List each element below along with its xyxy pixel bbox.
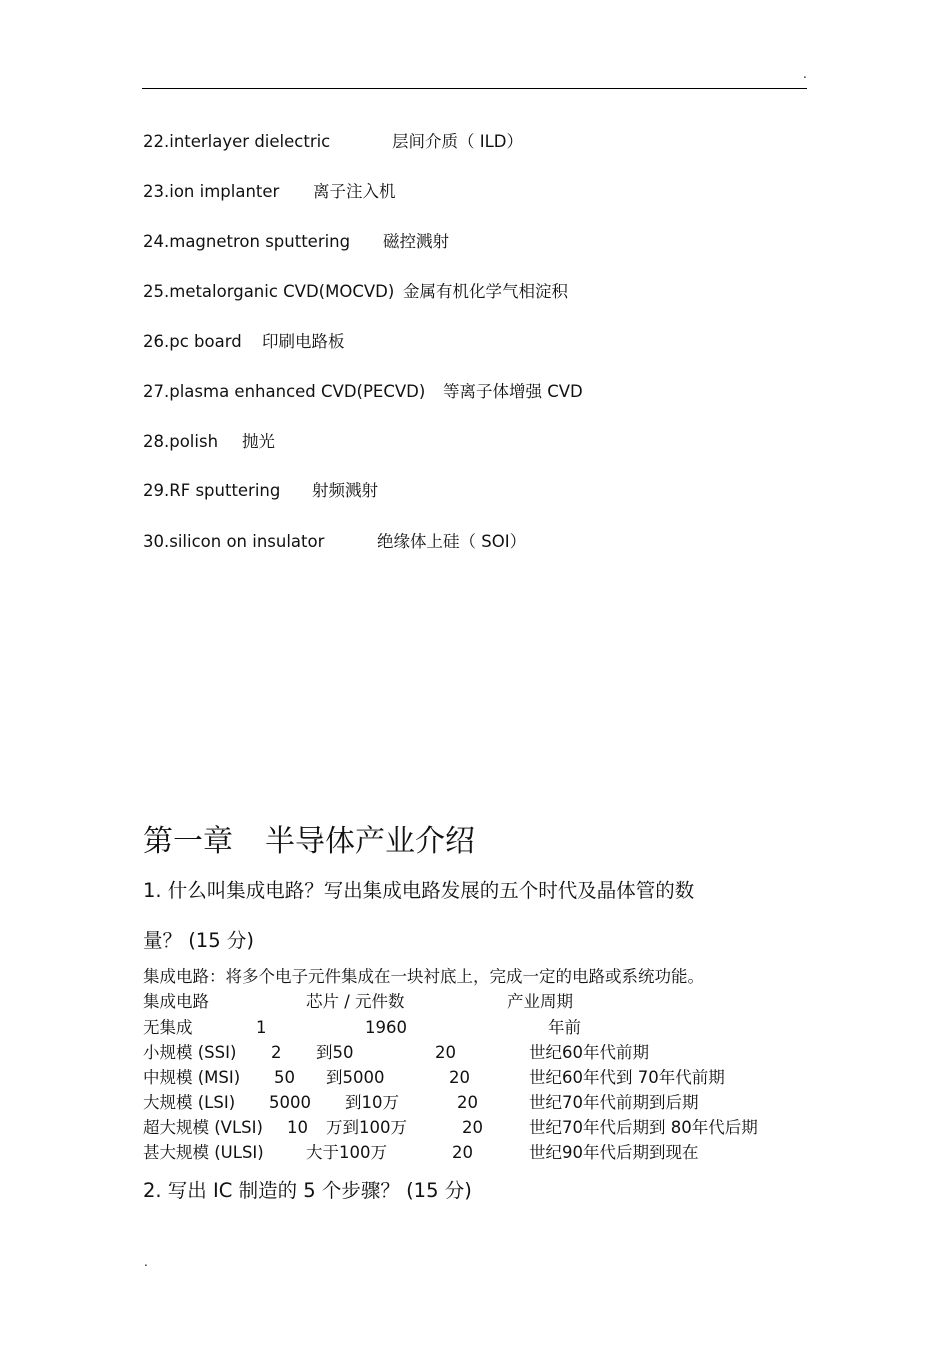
table-row-count-range: 到50 [316, 1043, 354, 1062]
table-row-period: 世纪70年代后期到 80年代后期 [529, 1118, 758, 1137]
answer-intro: 集成电路：将多个电子元件集成在一块衬底上，完成一定的电路或系统功能。 [143, 967, 704, 986]
glossary-item-26 [143, 331, 743, 353]
glossary-item-25 [143, 281, 743, 303]
question-1-line-1: 1. 什么叫集成电路？写出集成电路发展的五个时代及晶体管的数 [143, 879, 695, 902]
table-row-count: 1 [256, 1018, 267, 1037]
table-row-name: 甚大规模 (ULSI) [143, 1143, 264, 1162]
table-header-period: 产业周期 [507, 992, 573, 1011]
glossary-term: 23.ion implanter [143, 182, 280, 201]
table-row-name: 无集成 [143, 1018, 193, 1037]
chapter-title [143, 823, 475, 861]
glossary-item-30 [143, 531, 743, 553]
glossary-term: 24.magnetron sputtering [143, 232, 351, 251]
table-row-name: 超大规模 (VLSI) [143, 1118, 263, 1137]
glossary-term: 30.silicon on insulator [143, 532, 325, 551]
table-row-year: 20 [449, 1068, 470, 1087]
table-row-count: 5000 [269, 1093, 311, 1112]
table-row-period: 世纪60年代前期 [529, 1043, 649, 1062]
glossary-translation: 层间介质（ ILD） [392, 132, 524, 151]
table-row-count: 大于100万 [306, 1143, 387, 1162]
header-rule [142, 88, 807, 89]
glossary-translation: 绝缘体上硅（ SOI） [377, 532, 527, 551]
question-1-line-2: 量？ (15 分) [143, 929, 254, 952]
table-row-year: 20 [435, 1043, 456, 1062]
glossary-item-22 [143, 131, 743, 153]
glossary-term: 25.metalorganic CVD(MOCVD) [143, 282, 395, 301]
table-row-period: 世纪90年代后期到现在 [529, 1143, 699, 1162]
header-dot: . [803, 67, 807, 81]
table-row-year: 20 [457, 1093, 478, 1112]
glossary-item-23 [143, 181, 743, 203]
table-row-name: 中规模 (MSI) [143, 1068, 241, 1087]
table-row-count-range: 到10万 [345, 1093, 399, 1112]
glossary-translation: 抛光 [242, 432, 275, 451]
glossary-item-29 [143, 480, 743, 502]
table-row-name: 小规模 (SSI) [143, 1043, 237, 1062]
table-row-count: 2 [271, 1043, 282, 1062]
glossary-translation: 等离子体增强 CVD [443, 382, 583, 401]
table-row-period: 年前 [548, 1018, 581, 1037]
glossary-term: 27.plasma enhanced CVD(PECVD) [143, 382, 426, 401]
table-row-count: 50 [274, 1068, 295, 1087]
glossary-translation: 金属有机化学气相淀积 [403, 282, 568, 301]
glossary-item-27 [143, 381, 743, 403]
table-row-count-range: 到5000 [326, 1068, 385, 1087]
chapter-name: 半导体产业介绍 [265, 824, 475, 859]
table-header-count: 芯片 / 元件数 [306, 992, 405, 1011]
glossary-translation: 射频溅射 [312, 481, 378, 500]
table-row-count: 10 [287, 1118, 308, 1137]
chapter-number: 第一章 [143, 824, 233, 859]
glossary-item-24 [143, 231, 743, 253]
glossary-translation: 离子注入机 [313, 182, 396, 201]
table-row-period: 世纪70年代前期到后期 [529, 1093, 699, 1112]
glossary-term: 28.polish [143, 432, 219, 451]
table-row-period: 世纪60年代到 70年代前期 [529, 1068, 725, 1087]
glossary-term: 26.pc board [143, 332, 242, 351]
table-row-year: 20 [462, 1118, 483, 1137]
glossary-translation: 磁控溅射 [383, 232, 449, 251]
table-row-name: 大规模 (LSI) [143, 1093, 236, 1112]
question-2: 2. 写出 IC 制造的 5 个步骤？ (15 分) [143, 1179, 472, 1202]
table-row-year: 20 [452, 1143, 473, 1162]
glossary-term: 22.interlayer dielectric [143, 132, 331, 151]
table-header-circuit: 集成电路 [143, 992, 209, 1011]
glossary-item-28 [143, 431, 743, 453]
table-row-year: 1960 [365, 1018, 407, 1037]
footer-dot: . [144, 1255, 148, 1269]
table-row-count-range: 万到100万 [326, 1118, 407, 1137]
glossary-translation: 印刷电路板 [262, 332, 345, 351]
glossary-term: 29.RF sputtering [143, 481, 281, 500]
